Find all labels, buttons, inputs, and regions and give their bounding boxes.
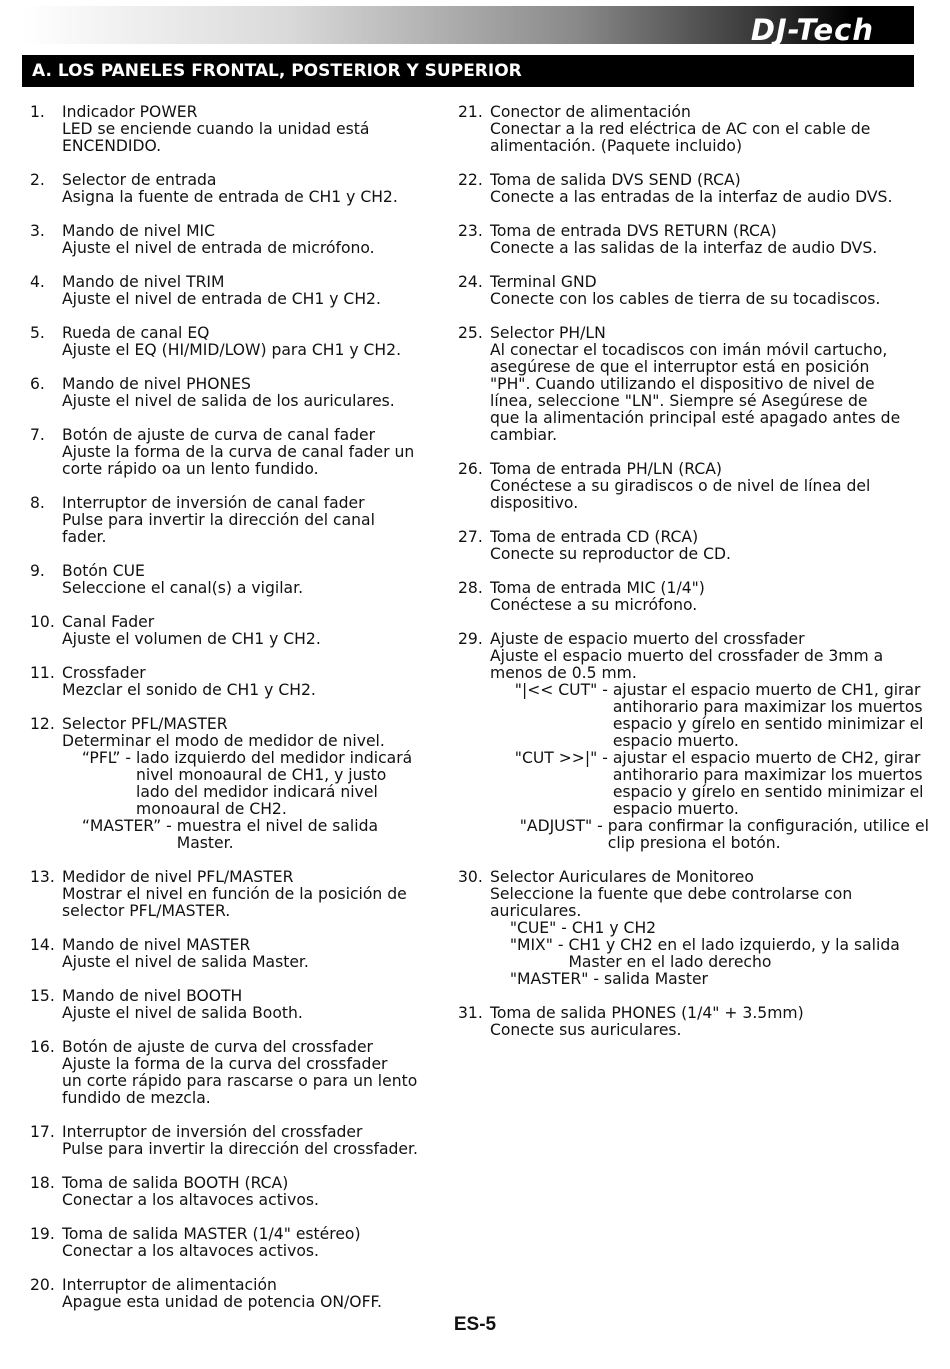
item-title: Toma de entrada PH/LN (RCA) [490, 460, 723, 478]
list-item [458, 172, 938, 206]
list-item [458, 223, 938, 257]
list-item [30, 376, 450, 410]
item-title: Toma de entrada MIC (1/4") [490, 579, 705, 597]
item-description: Mezclar el sonido de CH1 y CH2. [62, 681, 316, 699]
sub-option [490, 682, 938, 750]
sub-option-line: CH1 y CH2 [571, 919, 657, 937]
item-description: Pulse para invertir la dirección del canal [62, 511, 375, 529]
item-number: 20. [30, 1276, 55, 1294]
item-description: Mostrar el nivel en función de la posición de [62, 885, 407, 903]
list-item [30, 1039, 450, 1107]
item-title: Interruptor de inversión de canal fader [62, 494, 365, 512]
sub-option-key: "ADJUST" - [490, 817, 608, 835]
item-number: 27. [458, 528, 483, 546]
item-description: alimentación. (Paquete incluido) [490, 137, 743, 155]
sub-option-line: CH1 y CH2 en el lado izquierdo, y la salida [568, 936, 900, 954]
item-description: menos de 0.5 mm. [490, 664, 637, 682]
item-description: Conectar a los altavoces activos. [62, 1242, 319, 1260]
item-description: Ajuste la forma de la curva del crossfader [62, 1055, 388, 1073]
sub-option-key: "CUE" - [490, 919, 572, 937]
item-number: 6. [30, 375, 45, 393]
sub-option-line: muestra el nivel de salida [176, 817, 379, 835]
sub-option-line: espacio muerto. [612, 732, 739, 750]
item-number: 31. [458, 1004, 483, 1022]
sub-option-text [613, 682, 924, 750]
item-title: Mando de nivel TRIM [62, 273, 225, 291]
item-description: auriculares. [490, 902, 582, 920]
item-number: 19. [30, 1225, 55, 1243]
sub-option-key: "|<< CUT" - [490, 681, 613, 699]
item-description: Seleccione la fuente que debe controlarse con [490, 885, 853, 903]
list-item [458, 461, 938, 512]
item-title: Rueda de canal EQ [62, 324, 210, 342]
item-title: Mando de nivel MIC [62, 222, 216, 240]
sub-option-line: lado izquierdo del medidor indicará [136, 749, 413, 767]
item-description: Conéctese a su micrófono. [490, 596, 698, 614]
item-number: 17. [30, 1123, 55, 1141]
item-number: 24. [458, 273, 483, 291]
sub-option-text [572, 920, 656, 937]
list-item [30, 325, 450, 359]
item-description: selector PFL/MASTER. [62, 902, 231, 920]
item-number: 16. [30, 1038, 55, 1056]
item-title: Canal Fader [62, 613, 155, 631]
sub-option-key: “MASTER” - [62, 817, 177, 835]
item-description: Al conectar el tocadiscos con imán móvil cartucho, [490, 341, 888, 359]
item-description: Conecte sus auriculares. [490, 1021, 682, 1039]
sub-option-key: "MASTER" - [490, 970, 604, 988]
list-item [30, 614, 450, 648]
item-number: 1. [30, 103, 45, 121]
item-title: Selector PH/LN [490, 324, 606, 342]
item-title: Mando de nivel MASTER [62, 936, 251, 954]
item-description: fundido de mezcla. [62, 1089, 211, 1107]
item-number: 13. [30, 868, 55, 886]
sub-option [490, 750, 938, 818]
item-title: Ajuste de espacio muerto del crossfader [490, 630, 805, 648]
list-item [30, 937, 450, 971]
item-number: 26. [458, 460, 483, 478]
section-title: A. LOS PANELES FRONTAL, POSTERIOR Y SUPERIOR [32, 61, 522, 81]
list-item [30, 563, 450, 597]
item-title: Toma de salida MASTER (1/4" estéreo) [62, 1225, 361, 1243]
item-description: Ajuste el EQ (HI/MID/LOW) para CH1 y CH2. [62, 341, 402, 359]
right-column [458, 104, 938, 1056]
item-title: Botón de ajuste de curva de canal fader [62, 426, 376, 444]
item-description: Ajuste el nivel de salida Booth. [62, 1004, 303, 1022]
item-description: asegúrese de que el interruptor está en posición [490, 358, 870, 376]
sub-option-line: monoaural de CH2. [136, 800, 287, 818]
list-item [30, 104, 450, 155]
sub-option-line: lado del medidor indicará nivel [136, 783, 378, 801]
item-description: Conecte con los cables de tierra de su tocadiscos. [490, 290, 881, 308]
item-title: Selector de entrada [62, 171, 217, 189]
item-description: Ajuste el espacio muerto del crossfader de 3mm a [490, 647, 884, 665]
item-number: 2. [30, 171, 45, 189]
item-title: Medidor de nivel PFL/MASTER [62, 868, 294, 886]
page-number: ES-5 [453, 1314, 497, 1335]
item-description: Ajuste el nivel de entrada de micrófono. [62, 239, 375, 257]
list-item [458, 631, 938, 852]
sub-option-text [177, 818, 378, 852]
sub-option-text [568, 937, 899, 971]
item-description: Seleccione el canal(s) a vigilar. [62, 579, 304, 597]
item-title: Toma de entrada CD (RCA) [490, 528, 699, 546]
list-item [30, 1226, 450, 1260]
item-number: 14. [30, 936, 55, 954]
sub-option-text [608, 818, 929, 852]
item-title: Selector Auriculares de Monitoreo [490, 868, 754, 886]
list-item [30, 495, 450, 546]
item-title: Indicador POWER [62, 103, 198, 121]
list-item [30, 665, 450, 699]
item-title: Botón CUE [62, 562, 145, 580]
item-description: línea, seleccione "LN". Siempre sé Asegúrese de [490, 392, 868, 410]
sub-option-line: para confirmar la configuración, utilice el [607, 817, 929, 835]
item-title: Crossfader [62, 664, 146, 682]
sub-option [62, 750, 450, 818]
item-number: 5. [30, 324, 45, 342]
sub-option [490, 920, 938, 937]
item-description: Determinar el modo de medidor de nivel. [62, 732, 385, 750]
item-number: 28. [458, 579, 483, 597]
list-item [30, 223, 450, 257]
item-title: Terminal GND [490, 273, 597, 291]
item-number: 3. [30, 222, 45, 240]
item-description: "PH". Cuando utilizando el dispositivo de nivel de [490, 375, 875, 393]
item-title: Botón de ajuste de curva del crossfader [62, 1038, 373, 1056]
sub-option-line: espacio y gírelo en sentido minimizar el [612, 783, 924, 801]
sub-option-line: ajustar el espacio muerto de CH1, girar [612, 681, 921, 699]
item-description: ENCENDIDO. [62, 137, 162, 155]
item-description: Apague esta unidad de potencia ON/OFF. [62, 1293, 382, 1311]
list-item [30, 869, 450, 920]
item-number: 21. [458, 103, 483, 121]
item-number: 25. [458, 324, 483, 342]
list-item [30, 1277, 450, 1311]
item-description: fader. [62, 528, 107, 546]
item-number: 12. [30, 715, 55, 733]
item-title: Mando de nivel PHONES [62, 375, 251, 393]
item-description: Conecte su reproductor de CD. [490, 545, 731, 563]
item-description: Conéctese a su giradiscos o de nivel de línea del [490, 477, 871, 495]
sub-option [490, 818, 938, 852]
item-description: LED se enciende cuando la unidad está [62, 120, 370, 138]
list-item [30, 1175, 450, 1209]
list-item [458, 580, 938, 614]
list-item [458, 274, 938, 308]
item-description: un corte rápido para rascarse o para un lento [62, 1072, 418, 1090]
item-number: 30. [458, 868, 483, 886]
sub-option-line: antihorario para maximizar los muertos [612, 698, 923, 716]
sub-option-line: Master en el lado derecho [568, 953, 772, 971]
sub-option-key: "CUT >>|" - [490, 749, 613, 767]
sub-option-line: antihorario para maximizar los muertos [612, 766, 923, 784]
sub-option-line: ajustar el espacio muerto de CH2, girar [612, 749, 921, 767]
item-title: Mando de nivel BOOTH [62, 987, 243, 1005]
item-title: Interruptor de inversión del crossfader [62, 1123, 363, 1141]
item-title: Selector PFL/MASTER [62, 715, 228, 733]
item-description: Ajuste la forma de la curva de canal fader un [62, 443, 415, 461]
sub-option-line: espacio muerto. [612, 800, 739, 818]
list-item [30, 427, 450, 478]
list-item [458, 869, 938, 988]
item-number: 22. [458, 171, 483, 189]
item-description: dispositivo. [490, 494, 579, 512]
item-number: 10. [30, 613, 55, 631]
item-number: 4. [30, 273, 45, 291]
item-title: Interruptor de alimentación [62, 1276, 277, 1294]
item-description: Conectar a la red eléctrica de AC con el cable de [490, 120, 871, 138]
item-description: corte rápido oa un lento fundido. [62, 460, 319, 478]
item-description: Ajuste el volumen de CH1 y CH2. [62, 630, 321, 648]
item-title: Toma de entrada DVS RETURN (RCA) [490, 222, 777, 240]
sub-option-line: salida Master [603, 970, 708, 988]
item-title: Conector de alimentación [490, 103, 691, 121]
item-description: que la alimentación principal esté apagado antes de [490, 409, 901, 427]
list-item [30, 1124, 450, 1158]
item-title: Toma de salida BOOTH (RCA) [62, 1174, 289, 1192]
list-item [30, 988, 450, 1022]
list-item [458, 104, 938, 155]
sub-option [490, 971, 938, 988]
sub-option-line: nivel monoaural de CH1, y justo [136, 766, 387, 784]
list-item [30, 274, 450, 308]
sub-option-key: “PFL” - [62, 749, 137, 767]
item-description: cambiar. [490, 426, 558, 444]
item-number: 8. [30, 494, 45, 512]
item-description: Ajuste el nivel de entrada de CH1 y CH2. [62, 290, 381, 308]
section-header [22, 55, 914, 87]
item-description: Ajuste el nivel de salida de los auriculares. [62, 392, 395, 410]
list-item [30, 172, 450, 206]
list-item [458, 529, 938, 563]
sub-option-line: espacio y gírelo en sentido minimizar el [612, 715, 924, 733]
item-number: 9. [30, 562, 45, 580]
list-item [458, 325, 938, 444]
item-number: 18. [30, 1174, 55, 1192]
sub-option-text [604, 971, 708, 988]
list-item [458, 1005, 938, 1039]
item-number: 7. [30, 426, 45, 444]
sub-option-line: clip presiona el botón. [607, 834, 781, 852]
item-description: Conecte a las salidas de la interfaz de audio DVS. [490, 239, 878, 257]
sub-option [62, 818, 450, 852]
sub-option-key: "MIX" - [490, 936, 569, 954]
item-title: Toma de salida DVS SEND (RCA) [490, 171, 741, 189]
item-description: Conecte a las entradas de la interfaz de audio DVS. [490, 188, 893, 206]
item-number: 29. [458, 630, 483, 648]
item-description: Pulse para invertir la dirección del crossfader. [62, 1140, 418, 1158]
brand-logo: DJ-Tech [750, 13, 874, 47]
item-number: 11. [30, 664, 55, 682]
sub-option-text [613, 750, 924, 818]
header-gradient-bar [22, 6, 914, 47]
list-item [30, 716, 450, 852]
item-number: 23. [458, 222, 483, 240]
item-title: Toma de salida PHONES (1/4" + 3.5mm) [490, 1004, 804, 1022]
item-description: Asigna la fuente de entrada de CH1 y CH2. [62, 188, 398, 206]
sub-option-line: Master. [176, 834, 234, 852]
item-description: Conectar a los altavoces activos. [62, 1191, 319, 1209]
sub-option-text [136, 750, 412, 818]
item-description: Ajuste el nivel de salida Master. [62, 953, 309, 971]
sub-option [490, 937, 938, 971]
item-number: 15. [30, 987, 55, 1005]
left-column [30, 104, 450, 1328]
